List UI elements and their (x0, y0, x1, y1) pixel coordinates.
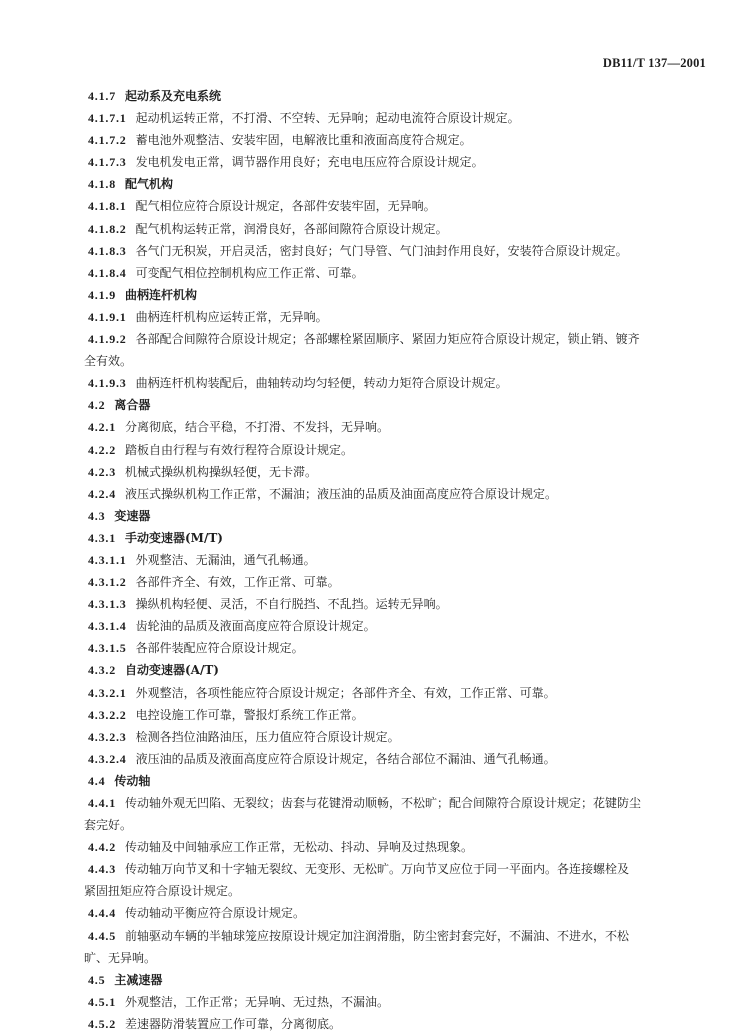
clause-line (88, 262, 710, 284)
clause-line (88, 792, 710, 814)
clause-text: 配气机构运转正常，润滑良好，各部间隙符合原设计规定。 (135, 221, 448, 236)
clause-text: 各部件齐全、有效，工作正常、可靠。 (135, 575, 340, 590)
clause-text: 传动轴及中间轴承应工作正常，无松动、抖动、异响及过热现象。 (125, 840, 474, 855)
clause-number: 4.5.1 (88, 994, 116, 1009)
clause-continuation: 套完好。 (84, 818, 133, 833)
clause-number: 4.3.1.1 (88, 552, 127, 567)
clause-continuation: 旷、无异响。 (84, 950, 157, 965)
clause-number: 4.3.1.5 (88, 641, 127, 656)
clause-text: 离合器 (114, 398, 151, 413)
clause-line (88, 218, 710, 240)
clause-number: 4.3.1.4 (88, 619, 127, 634)
clause-number: 4.2.1 (88, 420, 116, 435)
clause-text: 液压油的品质及液面高度应符合原设计规定，各结合部位不漏油、通气孔畅通。 (135, 751, 556, 766)
clause-number: 4.1.7.3 (88, 155, 127, 170)
clause-text: 传动轴 (114, 773, 151, 788)
clause-number: 4.4.3 (88, 862, 116, 877)
clause-line (88, 902, 710, 924)
clause-line (88, 129, 710, 151)
clause-text: 变速器 (114, 508, 151, 523)
clause-number: 4.1.8 (88, 177, 116, 192)
clause-number: 4.4 (88, 773, 106, 788)
clause-text: 曲柄连杆机构装配后，曲轴转动均匀轻便，转动力矩符合原设计规定。 (135, 376, 508, 391)
clause-text: 分离彻底，结合平稳，不打滑、不发抖，无异响。 (125, 420, 390, 435)
clause-text: 蓄电池外观整洁、安装牢固，电解液比重和液面高度符合规定。 (135, 133, 472, 148)
clause-number: 4.2 (88, 398, 106, 413)
clause-line (88, 328, 710, 350)
clause-number: 4.3.2.1 (88, 685, 127, 700)
clause-number: 4.5.2 (88, 1016, 116, 1031)
clause-text: 齿轮油的品质及液面高度应符合原设计规定。 (135, 619, 376, 634)
clause-number: 4.1.9 (88, 287, 116, 302)
clause-number: 4.3.1.2 (88, 575, 127, 590)
clause-text: 外观整洁，工作正常；无异响、无过热，不漏油。 (125, 994, 390, 1009)
section-heading (88, 505, 710, 527)
clause-number: 4.1.9.3 (88, 376, 127, 391)
clause-number: 4.3 (88, 508, 106, 523)
section-heading (88, 85, 710, 107)
clause-text: 传动轴外观无凹陷、无裂纹；齿套与花键滑动顺畅，不松旷；配合间隙符合原设计规定；花键防尘 (125, 796, 642, 810)
clause-number: 4.3.2.3 (88, 729, 127, 744)
clause-text: 起动系及充电系统 (125, 89, 222, 103)
clause-number: 4.1.8.4 (88, 265, 127, 280)
clause-number: 4.4.1 (88, 796, 116, 810)
section-heading (88, 173, 710, 195)
clause-text: 传动轴万向节叉和十字轴无裂纹、无变形、无松旷。万向节叉应位于同一平面内。各连接螺栓及 (125, 862, 630, 877)
clause-text: 差速器防滑装置应工作可靠，分离彻底。 (125, 1016, 342, 1031)
clause-text: 主减速器 (114, 972, 163, 987)
section-heading (88, 969, 710, 991)
clause-line (88, 306, 710, 328)
clause-number: 4.1.7.2 (88, 133, 127, 148)
clause-number: 4.3.2 (88, 663, 116, 678)
clause-line (88, 858, 710, 880)
clause-line (88, 593, 710, 615)
clause-line (88, 682, 710, 704)
clause-text: 曲柄连杆机构应运转正常，无异响。 (135, 309, 328, 324)
clause-number: 4.1.9.2 (88, 332, 127, 347)
clause-text: 各气门无积炭，开启灵活，密封良好；气门导管、气门油封作用良好，安装符合原设计规定。 (135, 243, 628, 258)
clause-text: 机械式操纵机构操纵轻便，无卡滞。 (125, 464, 318, 479)
clause-number: 4.1.7.1 (88, 111, 127, 126)
clause-continuation: 紧固扭矩应符合原设计规定。 (84, 884, 241, 899)
clause-line (88, 836, 710, 858)
clause-line (88, 549, 710, 571)
clause-text: 电控设施工作可靠，警报灯系统工作正常。 (135, 707, 364, 722)
clause-text: 外观整洁、无漏油，通气孔畅通。 (135, 552, 316, 567)
clause-line (88, 416, 710, 438)
clause-text: 踏板自由行程与有效行程符合原设计规定。 (125, 442, 354, 457)
clause-number: 4.2.2 (88, 442, 116, 457)
clause-text: 发电机发电正常，调节器作用良好；充电电压应符合原设计规定。 (135, 155, 484, 170)
section-heading (88, 659, 710, 681)
clause-line (88, 726, 710, 748)
section-heading (88, 284, 710, 306)
clause-line (88, 637, 710, 659)
clause-text: 配气机构 (125, 177, 174, 192)
clause-text: 各部配合间隙符合原设计规定；各部螺栓紧固顺序、紧固力矩应符合原设计规定，锁止销、镀齐 (135, 332, 640, 347)
clause-line (88, 615, 710, 637)
clause-line (88, 151, 710, 173)
clause-number: 4.4.2 (88, 840, 116, 855)
clause-number: 4.5 (88, 972, 106, 987)
clause-number: 4.3.1.3 (88, 597, 127, 612)
clause-line (88, 483, 710, 505)
clause-text: 可变配气相位控制机构应工作正常、可靠。 (135, 265, 364, 280)
clause-text: 配气相位应符合原设计规定，各部件安装牢固，无异响。 (135, 199, 436, 214)
clause-text: 传动轴动平衡应符合原设计规定。 (125, 906, 306, 921)
clause-text: 外观整洁，各项性能应符合原设计规定；各部件齐全、有效，工作正常、可靠。 (135, 685, 556, 700)
clause-text: 各部件装配应符合原设计规定。 (135, 641, 304, 656)
section-heading (88, 394, 710, 416)
clause-number: 4.2.3 (88, 464, 116, 479)
clause-continuation: 全有效。 (84, 354, 133, 369)
document-code: DB11/T 137—2001 (602, 56, 706, 70)
clause-number: 4.1.8.3 (88, 243, 127, 258)
clause-text: 起动机运转正常，不打滑、不空转、无异响；起动电流符合原设计规定。 (135, 111, 520, 126)
clause-number: 4.2.4 (88, 486, 116, 501)
clause-number: 4.1.8.2 (88, 221, 127, 236)
clause-line (88, 461, 710, 483)
clause-number: 4.4.4 (88, 906, 116, 921)
clause-number: 4.3.1 (88, 530, 116, 545)
clause-text: 操纵机构轻便、灵活，不自行脱挡、不乱挡。运转无异响。 (135, 597, 448, 612)
clause-line (88, 571, 710, 593)
clause-number: 4.1.7 (88, 89, 116, 103)
section-heading (88, 770, 710, 792)
clause-number: 4.4.5 (88, 928, 116, 943)
clause-text: 曲柄连杆机构 (125, 287, 198, 302)
clause-line (88, 748, 710, 770)
clause-text: 液压式操纵机构工作正常，不漏油；液压油的品质及油面高度应符合原设计规定。 (125, 486, 558, 501)
clause-line (88, 195, 710, 217)
clause-line (88, 991, 710, 1013)
clause-text: 前轴驱动车辆的半轴球笼应按原设计规定加注润滑脂，防尘密封套完好，不漏油、不进水，不松 (125, 928, 630, 943)
clause-text: 手动变速器(M/T) (125, 530, 223, 545)
clause-text: 自动变速器(A/T) (125, 663, 219, 678)
section-heading (88, 527, 710, 549)
document-body (84, 85, 710, 1035)
clause-number: 4.3.2.4 (88, 751, 127, 766)
clause-number: 4.1.9.1 (88, 309, 127, 324)
clause-line (88, 439, 710, 461)
clause-number: 4.1.8.1 (88, 199, 127, 214)
clause-line (88, 107, 710, 129)
clause-number: 4.3.2.2 (88, 707, 127, 722)
clause-line (88, 925, 710, 947)
clause-text: 检测各挡位油路油压，压力值应符合原设计规定。 (135, 729, 400, 744)
clause-line (88, 372, 710, 394)
clause-line (88, 704, 710, 726)
clause-line (88, 240, 710, 262)
